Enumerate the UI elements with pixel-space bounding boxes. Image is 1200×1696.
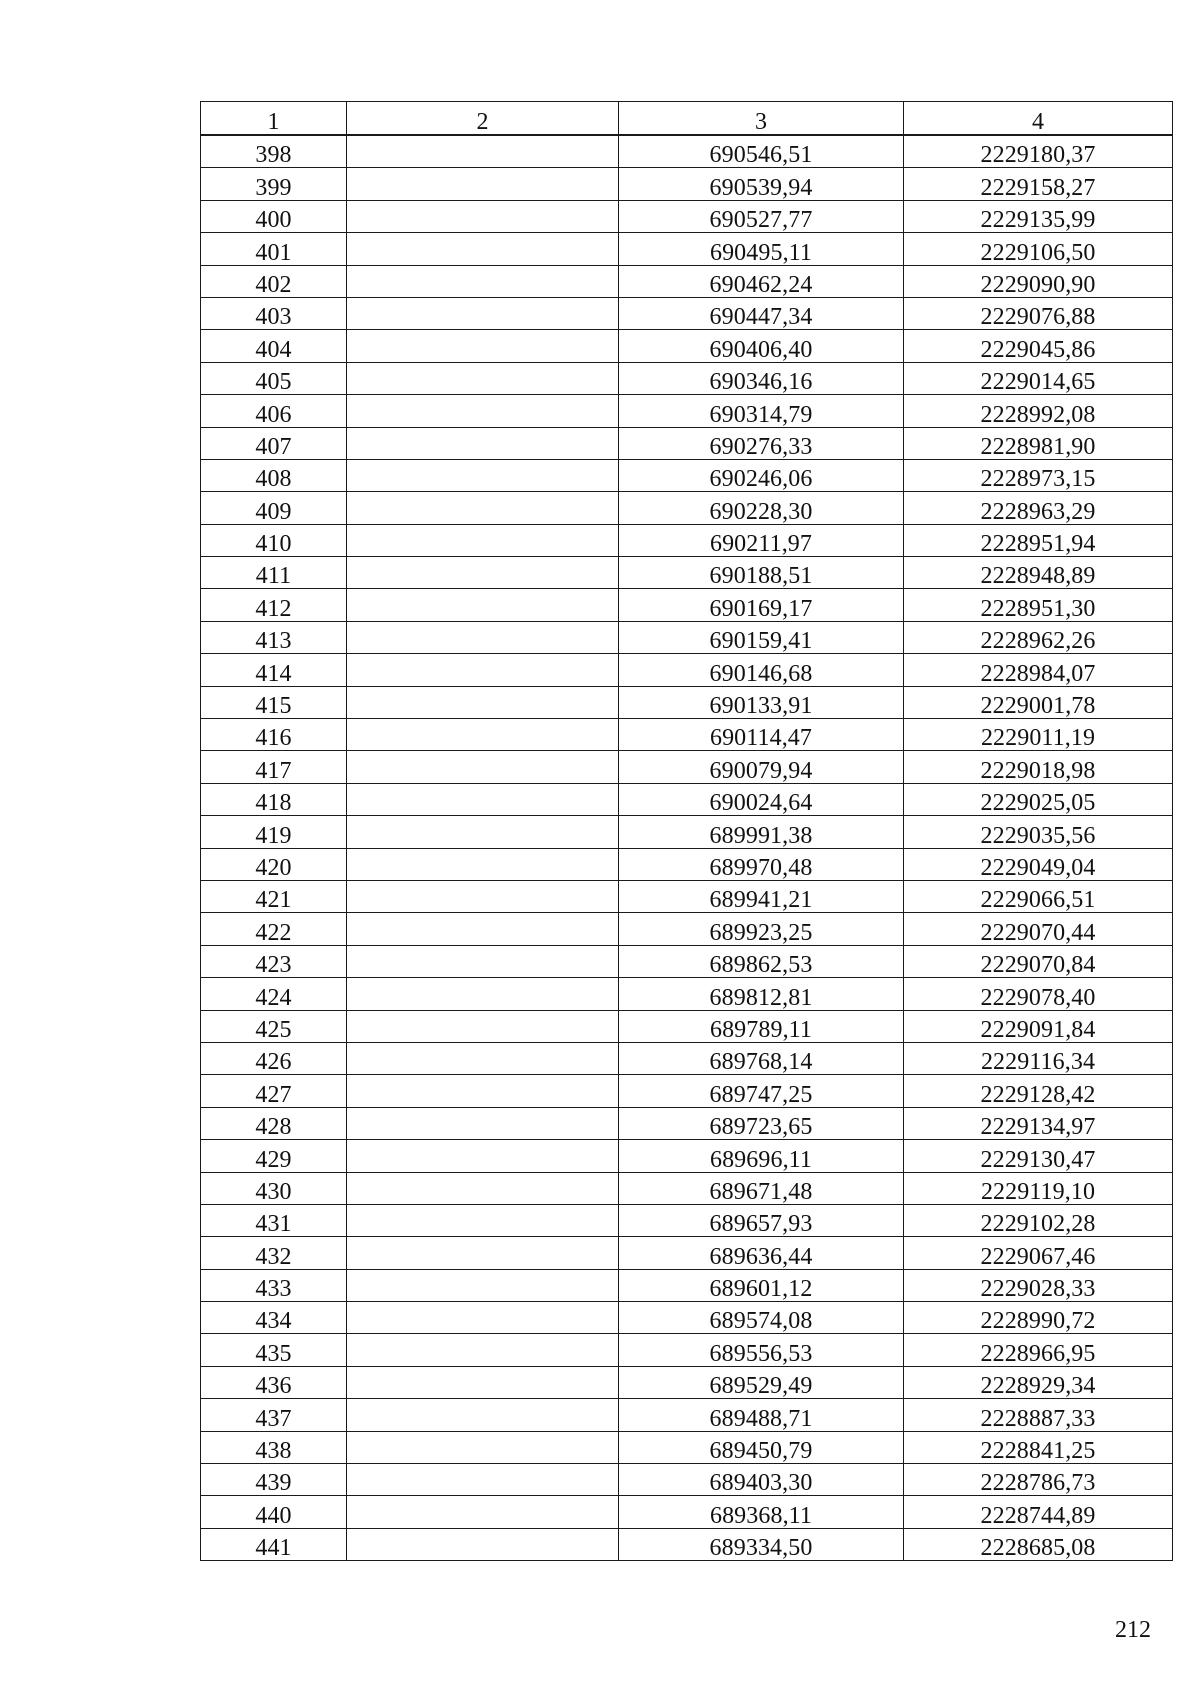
coordinate-x-cell: 689450,79: [619, 1431, 904, 1463]
coordinate-y-cell: 2228948,89: [904, 557, 1173, 589]
table-row: [201, 1366, 1173, 1398]
coordinate-x-cell: 689636,44: [619, 1237, 904, 1269]
table-row: [201, 1204, 1173, 1236]
point-number-cell: 440: [201, 1496, 347, 1528]
coordinate-y-cell: 2229018,98: [904, 751, 1173, 783]
coordinate-x-cell: 689671,48: [619, 1172, 904, 1204]
point-number-cell: 407: [201, 427, 347, 459]
column-header-2: 2: [347, 102, 619, 136]
table-row: [201, 621, 1173, 653]
description-cell: [347, 1140, 619, 1172]
coordinate-y-cell: 2229014,65: [904, 362, 1173, 394]
coordinate-x-cell: 690146,68: [619, 654, 904, 686]
table-row: [201, 1496, 1173, 1528]
coordinate-x-cell: 689991,38: [619, 816, 904, 848]
coordinate-y-cell: 2229158,27: [904, 168, 1173, 200]
description-cell: [347, 200, 619, 232]
coordinate-x-cell: 689696,11: [619, 1140, 904, 1172]
point-number-cell: 437: [201, 1399, 347, 1431]
coordinate-x-cell: 689657,93: [619, 1204, 904, 1236]
coordinates-table: [200, 101, 1173, 1561]
point-number-cell: 427: [201, 1075, 347, 1107]
table-row: [201, 816, 1173, 848]
coordinate-y-cell: 2229134,97: [904, 1107, 1173, 1139]
coordinate-x-cell: 690495,11: [619, 233, 904, 265]
table-row: [201, 978, 1173, 1010]
coordinate-y-cell: 2229106,50: [904, 233, 1173, 265]
coordinate-x-cell: 690211,97: [619, 524, 904, 556]
table-row: [201, 200, 1173, 232]
table-row: [201, 524, 1173, 556]
table-row: [201, 783, 1173, 815]
point-number-cell: 398: [201, 135, 347, 168]
description-cell: [347, 621, 619, 653]
coordinate-y-cell: 2229076,88: [904, 297, 1173, 329]
table-row: [201, 459, 1173, 491]
point-number-cell: 424: [201, 978, 347, 1010]
description-cell: [347, 362, 619, 394]
coordinate-x-cell: 689812,81: [619, 978, 904, 1010]
coordinate-y-cell: 2229180,37: [904, 135, 1173, 168]
point-number-cell: 428: [201, 1107, 347, 1139]
description-cell: [347, 265, 619, 297]
table-row: [201, 1075, 1173, 1107]
coordinate-x-cell: 690079,94: [619, 751, 904, 783]
description-cell: [347, 686, 619, 718]
point-number-cell: 409: [201, 492, 347, 524]
coordinate-y-cell: 2229035,56: [904, 816, 1173, 848]
table-row: [201, 1528, 1173, 1560]
description-cell: [347, 1334, 619, 1366]
table-row: [201, 1399, 1173, 1431]
point-number-cell: 404: [201, 330, 347, 362]
point-number-cell: 411: [201, 557, 347, 589]
description-cell: [347, 1269, 619, 1301]
coordinate-x-cell: 690169,17: [619, 589, 904, 621]
coordinate-y-cell: 2229091,84: [904, 1010, 1173, 1042]
table-row: [201, 1431, 1173, 1463]
table-row: [201, 492, 1173, 524]
table-row: [201, 330, 1173, 362]
coordinate-y-cell: 2228962,26: [904, 621, 1173, 653]
coordinate-x-cell: 689970,48: [619, 848, 904, 880]
coordinate-x-cell: 689574,08: [619, 1302, 904, 1334]
coordinate-x-cell: 690546,51: [619, 135, 904, 168]
table-row: [201, 654, 1173, 686]
table-header: [201, 102, 1173, 136]
description-cell: [347, 719, 619, 751]
coordinate-x-cell: 689403,30: [619, 1464, 904, 1496]
table-row: [201, 913, 1173, 945]
coordinate-x-cell: 690527,77: [619, 200, 904, 232]
description-cell: [347, 395, 619, 427]
description-cell: [347, 751, 619, 783]
point-number-cell: 401: [201, 233, 347, 265]
description-cell: [347, 297, 619, 329]
coordinate-x-cell: 689723,65: [619, 1107, 904, 1139]
point-number-cell: 434: [201, 1302, 347, 1334]
point-number-cell: 399: [201, 168, 347, 200]
table-row: [201, 719, 1173, 751]
point-number-cell: 403: [201, 297, 347, 329]
description-cell: [347, 1496, 619, 1528]
table-row: [201, 751, 1173, 783]
table-row: [201, 1334, 1173, 1366]
point-number-cell: 410: [201, 524, 347, 556]
coordinate-x-cell: 690314,79: [619, 395, 904, 427]
point-number-cell: 426: [201, 1042, 347, 1074]
point-number-cell: 406: [201, 395, 347, 427]
point-number-cell: 416: [201, 719, 347, 751]
coordinate-x-cell: 690159,41: [619, 621, 904, 653]
point-number-cell: 419: [201, 816, 347, 848]
coordinate-y-cell: 2229078,40: [904, 978, 1173, 1010]
coordinate-y-cell: 2229001,78: [904, 686, 1173, 718]
coordinate-y-cell: 2229135,99: [904, 200, 1173, 232]
coordinate-x-cell: 689601,12: [619, 1269, 904, 1301]
description-cell: [347, 1042, 619, 1074]
coordinate-y-cell: 2229119,10: [904, 1172, 1173, 1204]
coordinate-y-cell: 2229102,28: [904, 1204, 1173, 1236]
coordinate-y-cell: 2229067,46: [904, 1237, 1173, 1269]
coordinate-x-cell: 690462,24: [619, 265, 904, 297]
coordinates-table-container: [200, 101, 1172, 1561]
table-row: [201, 848, 1173, 880]
point-number-cell: 432: [201, 1237, 347, 1269]
coordinate-y-cell: 2228973,15: [904, 459, 1173, 491]
table-row: [201, 1464, 1173, 1496]
description-cell: [347, 1107, 619, 1139]
description-cell: [347, 1237, 619, 1269]
point-number-cell: 412: [201, 589, 347, 621]
column-header-1: 1: [201, 102, 347, 136]
coordinate-x-cell: 689334,50: [619, 1528, 904, 1560]
point-number-cell: 405: [201, 362, 347, 394]
table-row: [201, 427, 1173, 459]
description-cell: [347, 233, 619, 265]
table-row: [201, 297, 1173, 329]
point-number-cell: 425: [201, 1010, 347, 1042]
point-number-cell: 422: [201, 913, 347, 945]
coordinate-x-cell: 690228,30: [619, 492, 904, 524]
coordinate-x-cell: 690346,16: [619, 362, 904, 394]
header-row: [201, 102, 1173, 136]
coordinate-y-cell: 2229090,90: [904, 265, 1173, 297]
point-number-cell: 402: [201, 265, 347, 297]
coordinate-y-cell: 2228992,08: [904, 395, 1173, 427]
coordinate-y-cell: 2228685,08: [904, 1528, 1173, 1560]
description-cell: [347, 1172, 619, 1204]
description-cell: [347, 848, 619, 880]
description-cell: [347, 330, 619, 362]
coordinate-x-cell: 689923,25: [619, 913, 904, 945]
table-row: [201, 686, 1173, 718]
table-row: [201, 233, 1173, 265]
table-row: [201, 1140, 1173, 1172]
table-row: [201, 1010, 1173, 1042]
coordinate-y-cell: 2229070,84: [904, 945, 1173, 977]
point-number-cell: 400: [201, 200, 347, 232]
coordinate-x-cell: 689556,53: [619, 1334, 904, 1366]
point-number-cell: 423: [201, 945, 347, 977]
table-row: [201, 945, 1173, 977]
table-row: [201, 1042, 1173, 1074]
coordinate-x-cell: 689789,11: [619, 1010, 904, 1042]
point-number-cell: 418: [201, 783, 347, 815]
coordinate-y-cell: 2228984,07: [904, 654, 1173, 686]
description-cell: [347, 913, 619, 945]
table-row: [201, 168, 1173, 200]
coordinate-y-cell: 2228990,72: [904, 1302, 1173, 1334]
table-row: [201, 395, 1173, 427]
point-number-cell: 433: [201, 1269, 347, 1301]
description-cell: [347, 1528, 619, 1560]
point-number-cell: 435: [201, 1334, 347, 1366]
coordinate-y-cell: 2229028,33: [904, 1269, 1173, 1301]
description-cell: [347, 1302, 619, 1334]
coordinate-y-cell: 2229066,51: [904, 880, 1173, 912]
point-number-cell: 431: [201, 1204, 347, 1236]
point-number-cell: 420: [201, 848, 347, 880]
description-cell: [347, 589, 619, 621]
point-number-cell: 430: [201, 1172, 347, 1204]
coordinate-x-cell: 690133,91: [619, 686, 904, 718]
description-cell: [347, 524, 619, 556]
coordinate-x-cell: 689368,11: [619, 1496, 904, 1528]
description-cell: [347, 135, 619, 168]
coordinate-y-cell: 2228786,73: [904, 1464, 1173, 1496]
coordinate-y-cell: 2229011,19: [904, 719, 1173, 751]
point-number-cell: 441: [201, 1528, 347, 1560]
description-cell: [347, 492, 619, 524]
point-number-cell: 408: [201, 459, 347, 491]
coordinate-y-cell: 2228841,25: [904, 1431, 1173, 1463]
coordinate-y-cell: 2228887,33: [904, 1399, 1173, 1431]
coordinate-y-cell: 2229116,34: [904, 1042, 1173, 1074]
page-number: 212: [1115, 1617, 1151, 1643]
table-body: [201, 135, 1173, 1561]
description-cell: [347, 945, 619, 977]
point-number-cell: 414: [201, 654, 347, 686]
coordinate-x-cell: 689747,25: [619, 1075, 904, 1107]
column-header-3: 3: [619, 102, 904, 136]
description-cell: [347, 783, 619, 815]
coordinate-y-cell: 2228929,34: [904, 1366, 1173, 1398]
description-cell: [347, 1366, 619, 1398]
point-number-cell: 417: [201, 751, 347, 783]
point-number-cell: 438: [201, 1431, 347, 1463]
coordinate-y-cell: 2229128,42: [904, 1075, 1173, 1107]
description-cell: [347, 880, 619, 912]
coordinate-y-cell: 2228963,29: [904, 492, 1173, 524]
point-number-cell: 439: [201, 1464, 347, 1496]
coordinate-y-cell: 2228951,94: [904, 524, 1173, 556]
point-number-cell: 436: [201, 1366, 347, 1398]
coordinate-y-cell: 2228966,95: [904, 1334, 1173, 1366]
description-cell: [347, 1010, 619, 1042]
coordinate-y-cell: 2228744,89: [904, 1496, 1173, 1528]
description-cell: [347, 654, 619, 686]
table-row: [201, 589, 1173, 621]
coordinate-x-cell: 689941,21: [619, 880, 904, 912]
table-row: [201, 557, 1173, 589]
coordinate-x-cell: 690114,47: [619, 719, 904, 751]
description-cell: [347, 1204, 619, 1236]
coordinate-y-cell: 2229070,44: [904, 913, 1173, 945]
table-row: [201, 135, 1173, 168]
coordinate-y-cell: 2228981,90: [904, 427, 1173, 459]
description-cell: [347, 168, 619, 200]
coordinate-x-cell: 690539,94: [619, 168, 904, 200]
description-cell: [347, 816, 619, 848]
coordinate-x-cell: 690276,33: [619, 427, 904, 459]
description-cell: [347, 557, 619, 589]
description-cell: [347, 1464, 619, 1496]
coordinate-x-cell: 690246,06: [619, 459, 904, 491]
coordinate-x-cell: 689768,14: [619, 1042, 904, 1074]
column-header-4: 4: [904, 102, 1173, 136]
description-cell: [347, 1399, 619, 1431]
table-row: [201, 362, 1173, 394]
table-row: [201, 880, 1173, 912]
coordinate-x-cell: 690024,64: [619, 783, 904, 815]
coordinate-y-cell: 2229045,86: [904, 330, 1173, 362]
description-cell: [347, 1431, 619, 1463]
description-cell: [347, 1075, 619, 1107]
table-row: [201, 1302, 1173, 1334]
coordinate-x-cell: 689529,49: [619, 1366, 904, 1398]
point-number-cell: 415: [201, 686, 347, 718]
table-row: [201, 1269, 1173, 1301]
coordinate-y-cell: 2229049,04: [904, 848, 1173, 880]
description-cell: [347, 978, 619, 1010]
coordinate-x-cell: 690188,51: [619, 557, 904, 589]
description-cell: [347, 459, 619, 491]
table-row: [201, 1107, 1173, 1139]
coordinate-y-cell: 2229130,47: [904, 1140, 1173, 1172]
coordinate-x-cell: 690406,40: [619, 330, 904, 362]
coordinate-x-cell: 690447,34: [619, 297, 904, 329]
table-row: [201, 265, 1173, 297]
point-number-cell: 429: [201, 1140, 347, 1172]
coordinate-x-cell: 689862,53: [619, 945, 904, 977]
table-row: [201, 1172, 1173, 1204]
table-row: [201, 1237, 1173, 1269]
coordinate-x-cell: 689488,71: [619, 1399, 904, 1431]
description-cell: [347, 427, 619, 459]
point-number-cell: 421: [201, 880, 347, 912]
coordinate-y-cell: 2228951,30: [904, 589, 1173, 621]
coordinate-y-cell: 2229025,05: [904, 783, 1173, 815]
point-number-cell: 413: [201, 621, 347, 653]
